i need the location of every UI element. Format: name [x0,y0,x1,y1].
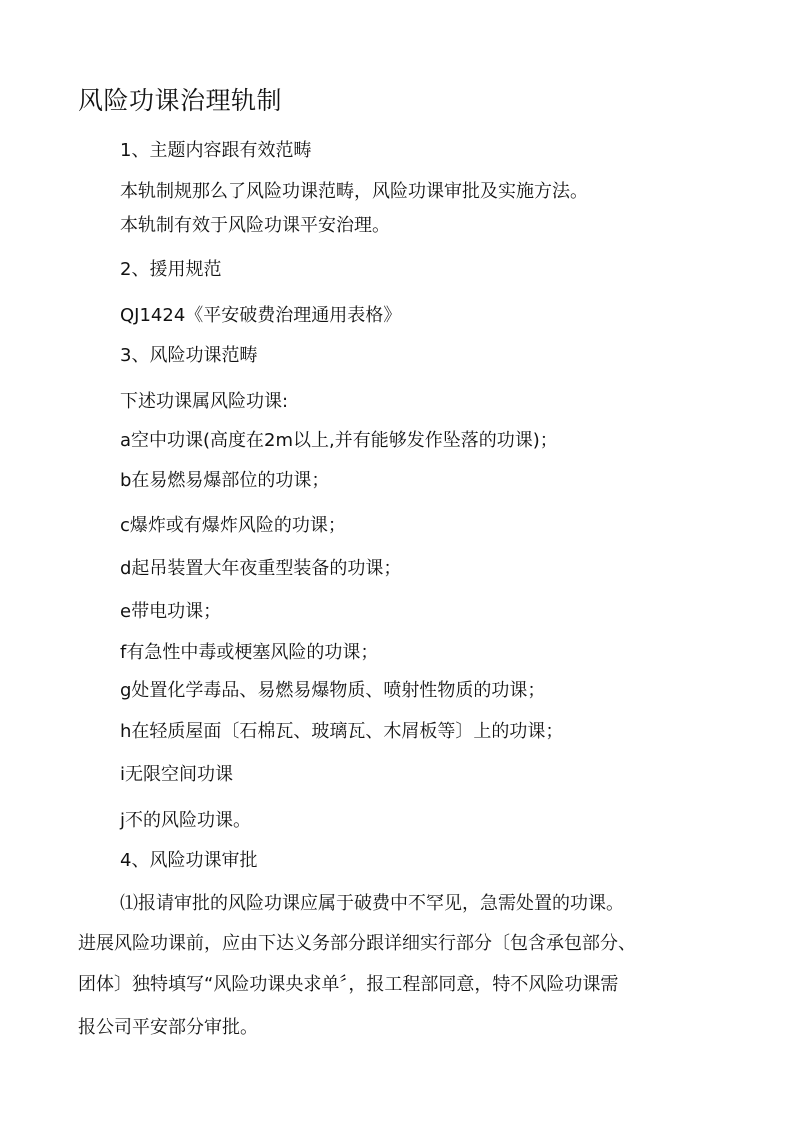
list-item: j不的风险功课。 [120,810,252,831]
section-heading-3: 3、风险功课范畴 [120,345,258,366]
paragraph-line: 团体〕独特填写“风险功课央求单〞，报工程部同意，特不风险功课需 [78,974,619,995]
paragraph-line: 进展风险功课前，应由下达义务部分跟详细实行部分〔包含承包部分、 [78,933,636,954]
list-item: h在轻质屋面〔石棉瓦、玻璃瓦、木屑板等〕上的功课； [120,721,564,742]
section-heading-2: 2、援用规范 [120,259,222,280]
paragraph-line: QJ1424《平安破费治理通用表格》 [120,305,402,326]
paragraph-line: ⑴报请审批的风险功课应属于破费中不罕见，急需处置的功课。 [120,893,624,914]
list-item: c爆炸或有爆炸风险的功课； [120,515,346,536]
section-heading-4: 4、风险功课审批 [120,850,258,871]
paragraph-line: 下述功课属风险功课: [120,391,289,412]
list-item: d起吊装置大年夜重型装备的功课； [120,558,402,579]
paragraph-line: 本轨制有效于风险功课平安治理。 [120,215,390,236]
document-title: 风险功课治理轨制 [78,86,283,115]
list-item: e带电功课； [120,601,222,622]
paragraph-line: 本轨制规那么了风险功课范畴，风险功课审批及实施方法。 [120,181,588,202]
list-item: f有急性中毒或梗塞风险的功课； [120,642,379,663]
section-heading-1: 1、主题内容跟有效范畴 [120,140,312,161]
list-item: a空中功课(高度在2m以上,并有能够发作坠落的功课)； [120,430,558,451]
list-item: g处置化学毒品、易燃易爆物质、喷射性物质的功课； [120,680,546,701]
list-item: b在易燃易爆部位的功课； [120,470,330,491]
paragraph-line: 报公司平安部分审批。 [78,1017,258,1038]
list-item: i无限空间功课 [120,764,234,785]
